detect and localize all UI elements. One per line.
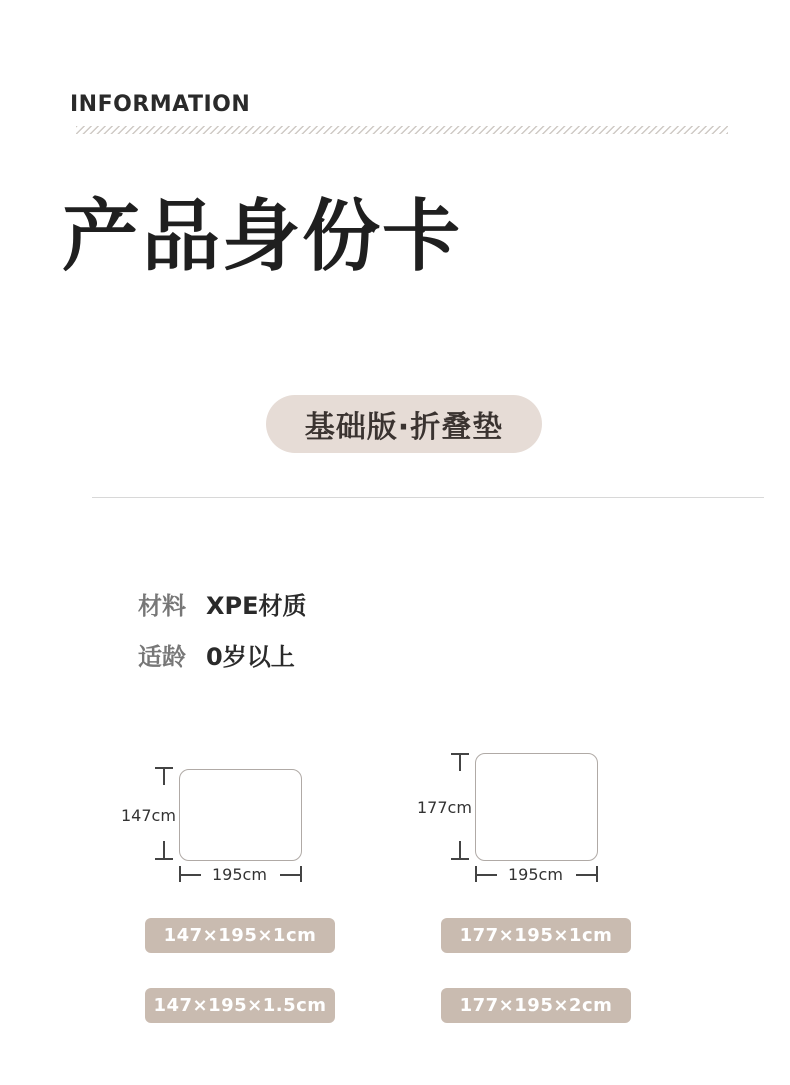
width-line-right [576, 874, 597, 876]
height-line-top [163, 767, 165, 785]
size-option[interactable]: 147×195×1cm [145, 918, 335, 953]
width-label: 195cm [212, 865, 267, 884]
width-line-left [179, 874, 201, 876]
spec-key: 适龄 [138, 643, 186, 671]
spec-row-material [138, 586, 307, 621]
product-badge: 基础版·折叠垫 [266, 395, 542, 453]
info-label: INFORMATION [70, 92, 251, 117]
spec-row-age [138, 637, 295, 672]
spec-value: 0岁以上 [206, 643, 295, 671]
height-tick-bottom [155, 858, 173, 860]
height-line-top [459, 753, 461, 771]
mat-outline [179, 769, 302, 861]
spec-value: XPE材质 [206, 592, 307, 620]
height-label: 147cm [121, 806, 176, 825]
height-line-bottom [459, 841, 461, 859]
page-title: 产品身份卡 [62, 192, 463, 282]
mat-outline [475, 753, 598, 861]
spec-key: 材料 [138, 592, 186, 620]
size-option[interactable]: 177×195×2cm [441, 988, 631, 1023]
hatch-divider [76, 126, 728, 134]
width-tick-right [596, 866, 598, 882]
height-line-bottom [163, 841, 165, 859]
size-option[interactable]: 147×195×1.5cm [145, 988, 335, 1023]
width-line-left [475, 874, 497, 876]
width-line-right [280, 874, 301, 876]
width-tick-right [300, 866, 302, 882]
height-tick-bottom [451, 858, 469, 860]
size-option[interactable]: 177×195×1cm [441, 918, 631, 953]
section-divider [92, 497, 764, 498]
width-label: 195cm [508, 865, 563, 884]
height-label: 177cm [417, 798, 472, 817]
